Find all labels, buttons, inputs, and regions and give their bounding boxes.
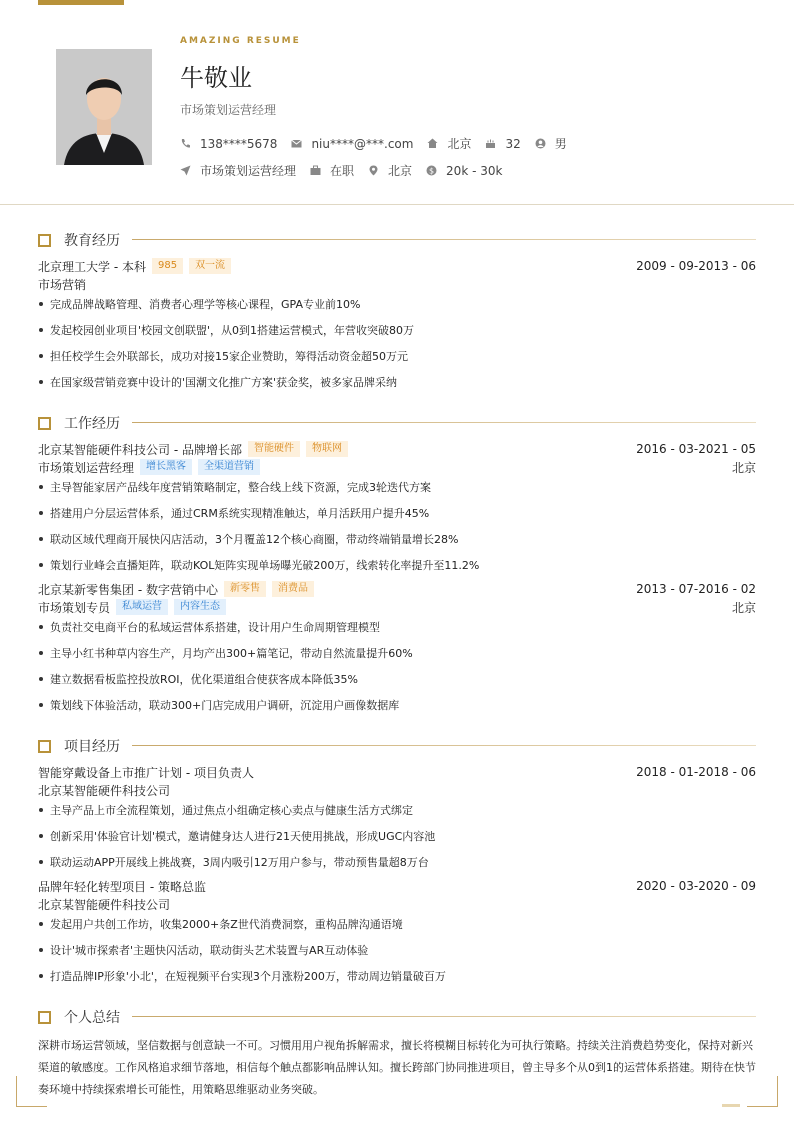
bullet-text: 主导智能家居产品线年度营销策略制定，整合线上线下资源，完成3轮迭代方案 xyxy=(50,481,431,494)
corner-decoration-right xyxy=(747,1076,778,1107)
list-item xyxy=(38,374,756,390)
bullet-dot xyxy=(39,537,43,541)
phone-icon xyxy=(180,138,191,149)
cake-icon xyxy=(485,138,496,149)
section-title: 教育经历 xyxy=(64,233,120,249)
work-date: 2013 - 07-2016 - 02 xyxy=(636,582,756,596)
bullet-dot xyxy=(39,703,43,707)
section-title: 工作经历 xyxy=(64,416,120,432)
education-major-line xyxy=(38,276,756,292)
city-value: 北京 xyxy=(447,137,472,151)
bullet-text: 设计'城市探索者'主题快闪活动，联动街头艺术装置与AR互动体验 xyxy=(50,944,369,957)
project-header xyxy=(38,878,756,894)
bullet-dot xyxy=(39,948,43,952)
company-tag: 物联网 xyxy=(306,441,348,457)
role-tag: 内容生态 xyxy=(174,599,226,615)
bullet-text: 策划行业峰会直播矩阵，联动KOL矩阵实现单场曝光破200万，线索转化率提升至11.2% xyxy=(50,559,480,572)
bullet-text: 发起用户共创工作坊，收集2000+条Z世代消费洞察，重构品牌沟通语境 xyxy=(50,918,403,931)
project-name: 智能穿戴设备上市推广计划 - 项目负责人 xyxy=(38,765,254,780)
section-summary xyxy=(38,1009,756,1025)
section-rule xyxy=(132,745,756,746)
school-tag: 双一流 xyxy=(189,258,231,274)
company-tag: 消费品 xyxy=(272,581,314,597)
section-work xyxy=(38,415,756,431)
education-date: 2009 - 09-2013 - 06 xyxy=(636,259,756,273)
role-tag: 增长黑客 xyxy=(140,459,192,475)
bullet-dot xyxy=(39,808,43,812)
list-item xyxy=(38,505,756,521)
list-item xyxy=(38,322,756,338)
project-company-line xyxy=(38,896,756,912)
contact-info-row xyxy=(180,135,581,152)
bullet-text: 创新采用'体验官计划'模式，邀请健身达人进行21天使用挑战，形成UGC内容池 xyxy=(50,830,436,843)
section-rule xyxy=(132,422,756,423)
work-header xyxy=(38,581,756,597)
list-item xyxy=(38,942,756,958)
bullet-dot xyxy=(39,974,43,978)
list-item xyxy=(38,531,756,547)
section-square-icon xyxy=(38,1011,51,1024)
job-info-row xyxy=(180,162,516,179)
list-item xyxy=(38,479,756,495)
svg-text:$: $ xyxy=(429,166,435,176)
section-square-icon xyxy=(38,234,51,247)
list-item xyxy=(38,802,756,818)
list-item xyxy=(38,968,756,984)
bullet-text: 主导小红书种草内容生产，月均产出300+篇笔记，带动自然流量提升60% xyxy=(50,647,413,660)
bullet-dot xyxy=(39,834,43,838)
bullet-text: 负责社交电商平台的私域运营体系搭建，设计用户生命周期管理模型 xyxy=(50,621,380,634)
role-tag: 私域运营 xyxy=(116,599,168,615)
briefcase-icon xyxy=(310,165,321,176)
bullet-text: 联动运动APP开展线上挑战赛，3周内吸引12万用户参与，带动预售量超8万台 xyxy=(50,856,429,869)
employment-status-value: 在职 xyxy=(330,164,355,178)
role-name: 市场策划运营经理 xyxy=(38,460,135,475)
list-item xyxy=(38,296,756,312)
salary-icon xyxy=(426,165,437,176)
major: 市场营销 xyxy=(38,277,87,292)
school-name: 北京理工大学 - 本科 xyxy=(38,259,146,274)
email-value: niu****@***.com xyxy=(311,136,414,151)
section-title: 个人总结 xyxy=(64,1010,120,1026)
bullet-text: 完成品牌战略管理、消费者心理学等核心课程，GPA专业前10% xyxy=(50,298,361,311)
send-icon xyxy=(180,165,191,176)
list-item xyxy=(38,557,756,573)
salary-value: 20k - 30k xyxy=(446,163,503,178)
section-rule xyxy=(132,239,756,240)
bullet-text: 在国家级营销竞赛中设计的'国潮文化推广方案'获金奖，被多家品牌采纳 xyxy=(50,376,398,389)
school-tag: 985 xyxy=(152,258,183,274)
project-company-line xyxy=(38,782,756,798)
project-date: 2018 - 01-2018 - 06 xyxy=(636,765,756,779)
header-divider xyxy=(0,204,794,205)
work-date: 2016 - 03-2021 - 05 xyxy=(636,442,756,456)
bullet-dot xyxy=(39,651,43,655)
company-name: 北京某智能硬件科技公司 - 品牌增长部 xyxy=(38,442,242,457)
company-tag: 新零售 xyxy=(224,581,266,597)
bullet-dot xyxy=(39,380,43,384)
company-tag: 智能硬件 xyxy=(248,441,300,457)
profile-photo xyxy=(56,49,152,165)
bullet-dot xyxy=(39,922,43,926)
bullet-text: 担任校学生会外联部长，成功对接15家企业赞助，筹得活动资金超50万元 xyxy=(50,350,408,363)
gender-value: 男 xyxy=(554,137,567,151)
bullet-dot xyxy=(39,485,43,489)
bullet-text: 策划线下体验活动，联动300+门店完成用户调研，沉淀用户画像数据库 xyxy=(50,699,400,712)
bullet-dot xyxy=(39,860,43,864)
intended-position-value: 市场策划运营经理 xyxy=(200,164,297,178)
intended-city-value: 北京 xyxy=(388,164,413,178)
bullet-dot xyxy=(39,328,43,332)
bullet-dot xyxy=(39,302,43,306)
work-role-line xyxy=(38,459,756,475)
list-item xyxy=(38,916,756,932)
work-city: 北京 xyxy=(731,600,756,615)
bullet-dot xyxy=(39,563,43,567)
section-square-icon xyxy=(38,740,51,753)
list-item xyxy=(38,828,756,844)
home-icon xyxy=(427,138,438,149)
list-item xyxy=(38,645,756,661)
summary-text: 深耕市场运营领域，坚信数据与创意缺一不可。习惯用用户视角拆解需求，擅长将模糊目标转化为可执行策略。持续关注消费趋势变化，保持对新兴渠道的敏感度。工作风格追求细节落地，相信每个触点都影响品牌认知。擅长跨部门协同推进项目，曾主导多个从0到1的运营体系搭建。期待在快节奏环境中持续探索增长可能性，用策略思维驱动业务突破。 xyxy=(38,1039,756,1096)
bullet-text: 发起校园创业项目'校园文创联盟'，从0到1搭建运营模式，年营收突破80万 xyxy=(50,324,415,337)
education-header xyxy=(38,258,756,274)
list-item xyxy=(38,854,756,870)
bullet-text: 主导产品上市全流程策划，通过焦点小组确定核心卖点与健康生活方式绑定 xyxy=(50,804,413,817)
list-item xyxy=(38,697,756,713)
age-value: 32 xyxy=(505,136,521,151)
list-item xyxy=(38,671,756,687)
bullet-text: 建立数据看板监控投放ROI，优化渠道组合使获客成本降低35% xyxy=(50,673,358,686)
role-name: 市场策划专员 xyxy=(38,600,111,615)
project-date: 2020 - 03-2020 - 09 xyxy=(636,879,756,893)
project-header xyxy=(38,764,756,780)
project-name: 品牌年轻化转型项目 - 策略总监 xyxy=(38,879,206,894)
top-accent-bar xyxy=(38,0,124,5)
brand-label: AMAZING RESUME xyxy=(180,36,301,46)
candidate-name: 牛敬业 xyxy=(180,64,252,92)
work-role-line xyxy=(38,599,756,615)
bullet-text: 搭建用户分层运营体系，通过CRM系统实现精准触达，单月活跃用户提升45% xyxy=(50,507,430,520)
list-item xyxy=(38,619,756,635)
section-projects xyxy=(38,738,756,754)
corner-dash-decoration xyxy=(722,1104,740,1107)
role-tag: 全渠道营销 xyxy=(198,459,260,475)
phone-value: 138****5678 xyxy=(200,136,278,151)
work-header xyxy=(38,441,756,457)
bullet-text: 打造品牌IP形象'小北'，在短视频平台实现3个月涨粉200万，带动周边销量破百万 xyxy=(50,970,446,983)
section-education xyxy=(38,232,756,248)
company-name: 北京某新零售集团 - 数字营销中心 xyxy=(38,582,218,597)
corner-decoration-left xyxy=(16,1076,47,1107)
bullet-dot xyxy=(39,677,43,681)
project-company: 北京某智能硬件科技公司 xyxy=(38,897,171,912)
location-icon xyxy=(368,165,379,176)
job-title: 市场策划运营经理 xyxy=(180,103,277,117)
bullet-text: 联动区域代理商开展快闪店活动，3个月覆盖12个核心商圈，带动终端销量增长28% xyxy=(50,533,459,546)
section-rule xyxy=(132,1016,756,1017)
section-title: 项目经历 xyxy=(64,739,120,755)
bullet-dot xyxy=(39,354,43,358)
bullet-dot xyxy=(39,511,43,515)
list-item xyxy=(38,348,756,364)
bullet-dot xyxy=(39,625,43,629)
work-city: 北京 xyxy=(731,460,756,475)
project-company: 北京某智能硬件科技公司 xyxy=(38,783,171,798)
mail-icon xyxy=(291,138,302,149)
gender-icon xyxy=(535,138,546,149)
section-square-icon xyxy=(38,417,51,430)
